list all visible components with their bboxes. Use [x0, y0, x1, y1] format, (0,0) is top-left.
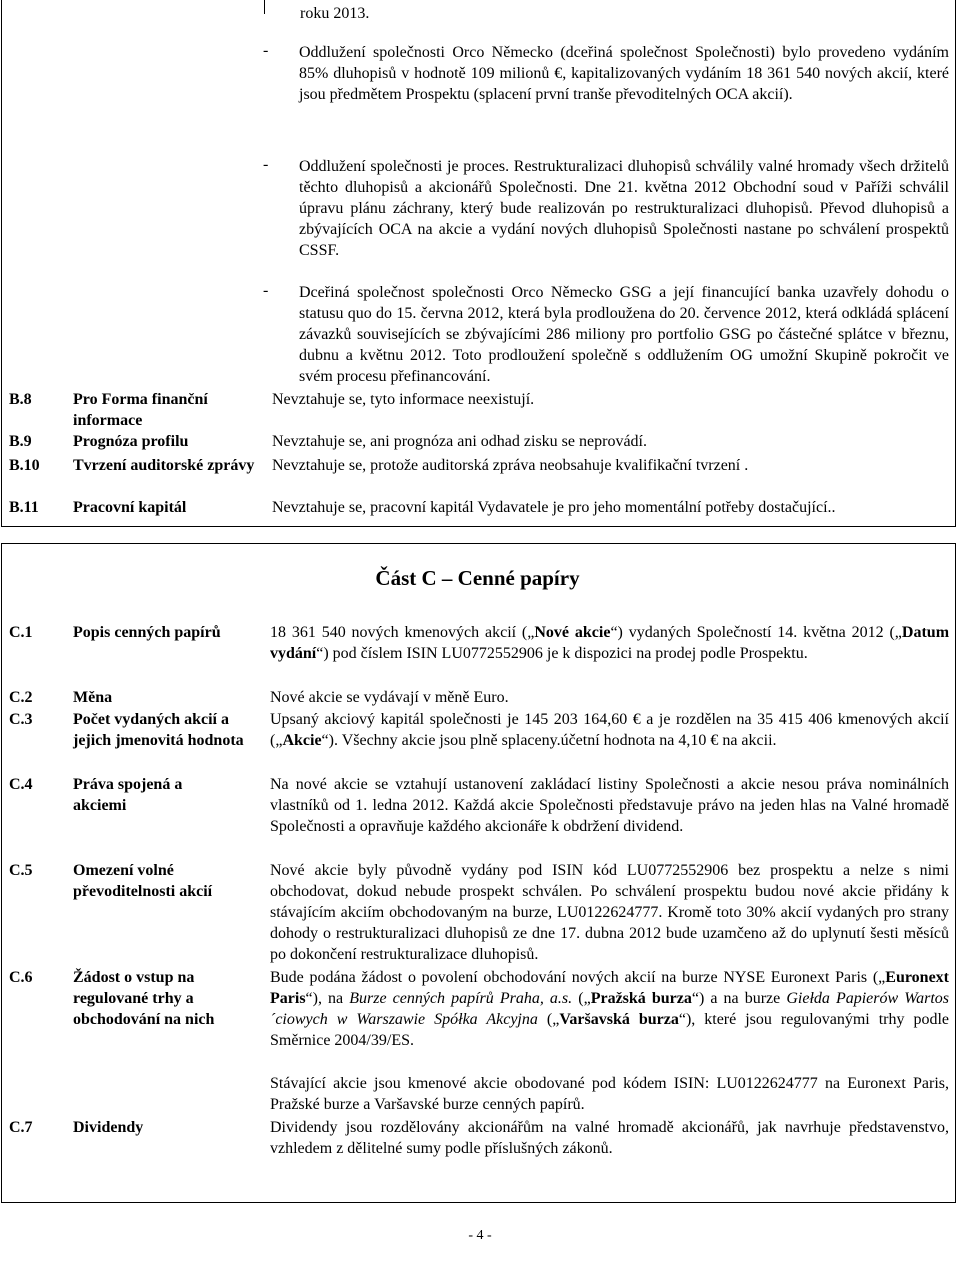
c6-text-2: Stávající akcie jsou kmenové akcie obodované pod kódem ISIN: LU0122624777 na Euronext Paris, Pražské burze a Varšavské burze cenných papírů. [270, 1075, 949, 1113]
row-code: B.8 [9, 391, 32, 408]
row-label: Popis cenných papírů [73, 624, 221, 641]
row-code: C.4 [9, 776, 33, 793]
row-label: Práva spojená a akciemi [73, 776, 183, 814]
b7-bullet-1: Oddlužení společnosti Orco Německo (dceřiná společnost Společnosti) bylo provedeno vydáním 85% dluhopisů v hodnotě 109 milionů €, kapitalizovaných vydáním 18 361 540 nových akcií, které jsou předmětem Prospektu (splacení první tranše převoditelných OCA akcií). [299, 44, 949, 103]
column-divider [264, 0, 265, 14]
bullet-dash: - [263, 42, 269, 59]
section-c-title: Část C – Cenné papíry [375, 566, 580, 590]
row-text: Nevztahuje se, pracovní kapitál Vydavatele je pro jeho momentální potřeby dostačující.. [272, 499, 836, 516]
row-text: Dividendy jsou rozdělovány akcionářům na valné hromadě akcionářů, jak navrhuje představenstvo, vzhledem z dělitelné sumy podle příslušných zákonů. [270, 1119, 949, 1157]
row-label: Tvrzení auditorské zprávy [73, 457, 255, 474]
row-label: Omezení volné převoditelnosti akcií [73, 862, 213, 900]
page-number: - 4 - [468, 1228, 492, 1243]
row-text: Na nové akcie se vztahují ustanovení zakládací listiny Společnosti a akcie nesou práva nominálních vlastníků od 1. ledna 2012. Každá akcie Společnosti představuje právo na jeden hlas na Valné hromadě Společnosti a opravňuje každého akcionáře k obdržení dividend. [270, 776, 949, 835]
bullet-dash: - [263, 282, 269, 299]
b7-bullet-3: Dceřiná společnost společnosti Orco Německo GSG a její financující banka uzavřely dohodu o statusu quo do 15. června 2012, která byla prodloužena do 20. července 2012, která odkládá splácení závazků souvisejících se zbývajícími 286 miliony pro portfolio GSG po částečné splátce v březnu, dubnu a květnu 2012. Toto prodloužení společně s oddlužením OG umožní Skupině pokročit ve svém procesu přefinancování. [299, 284, 949, 385]
row-label: Dividendy [73, 1119, 144, 1136]
bullet-dash: - [263, 156, 269, 173]
row-code: B.10 [9, 457, 40, 474]
row-label: Žádost o vstup na regulované trhy a obchodování na nich [73, 969, 215, 1028]
row-code: C.6 [9, 969, 33, 986]
row-code: C.3 [9, 711, 33, 728]
b7-top-fragment: roku 2013. [300, 5, 370, 22]
row-label: Měna [73, 689, 113, 706]
c3-text: Upsaný akciový kapitál společnosti je 145 203 164,60 € a je rozdělen na 35 415 406 kmenových akcií („Akcie“). Všechny akcie jsou plně splaceny.účetní hodnota na 4,10 € na akcii. [270, 711, 949, 749]
c6-text: Bude podána žádost o povolení obchodování nových akcií na burze NYSE Euronext Paris („Euronext Paris“), na Burze cenných papírů Praha, a.s. („Pražská burza“) a na burze Giełda Papierów Wartos´ciowych w Warszawie Spółka Akcyjna („Varšavská burza“), které jsou regulovanými trhy podle Směrnice 2004/39/ES. [270, 969, 950, 1049]
row-code: B.9 [9, 433, 32, 450]
row-text: Nevztahuje se, tyto informace neexistují. [272, 391, 535, 408]
b7-bullet-2: Oddlužení společnosti je proces. Restrukturalizaci dluhopisů schválily valné hromady všech držitelů těchto dluhopisů a akcionářů Společnosti. Dne 21. května 2012 Obchodní soud v Paříži schválil úpravu plánu záchrany, který bude realizován po restrukturalizaci dluhopisů. Převod dluhopisů a zbývajících OCA na akcie a vydání nových dluhopisů Společnosti nastane po schválení prospektů CSSF. [299, 158, 949, 259]
row-text: Nové akcie se vydávají v měně Euro. [270, 689, 509, 706]
row-text: Nevztahuje se, ani prognóza ani odhad zisku se neprovádí. [272, 433, 647, 450]
c1-text: 18 361 540 nových kmenových akcií („Nové akcie“) vydaných Společností 14. května 2012 („Datum vydání“) pod číslem ISIN LU0772552906 je k dispozici na prodej podle Prospektu. [270, 624, 950, 662]
row-label: Pracovní kapitál [73, 499, 187, 516]
row-label: Pro Forma finanční informace [73, 391, 208, 429]
row-text: Nevztahuje se, protože auditorská zpráva neobsahuje kvalifikační tvrzení . [272, 457, 749, 474]
row-code: B.11 [9, 499, 39, 516]
row-label: Prognóza profilu [73, 433, 189, 450]
row-code: C.7 [9, 1119, 33, 1136]
row-code: C.1 [9, 624, 33, 641]
row-code: C.5 [9, 862, 33, 879]
row-label: Počet vydaných akcií a jejich jmenovitá hodnota [73, 711, 244, 749]
row-text: Nové akcie byly původně vydány pod ISIN kód LU0772552906 bez prospektu a nelze s nimi obchodovat, dokud nebude prospekt schválen. Po schválení prospektu budou nové akcie přidány k stávajícím akciím obchodovaným na burze, LU0122624777. Kromě toto 30% akcií vydaných pro strany dohody o restrukturalizaci dluhopisů ze dne 17. dubna 2012 bude uzamčeno až do uplynutí šesti měsíců po dokončení restrukturalizace dluhopisů. [270, 862, 949, 963]
row-code: C.2 [9, 689, 33, 706]
